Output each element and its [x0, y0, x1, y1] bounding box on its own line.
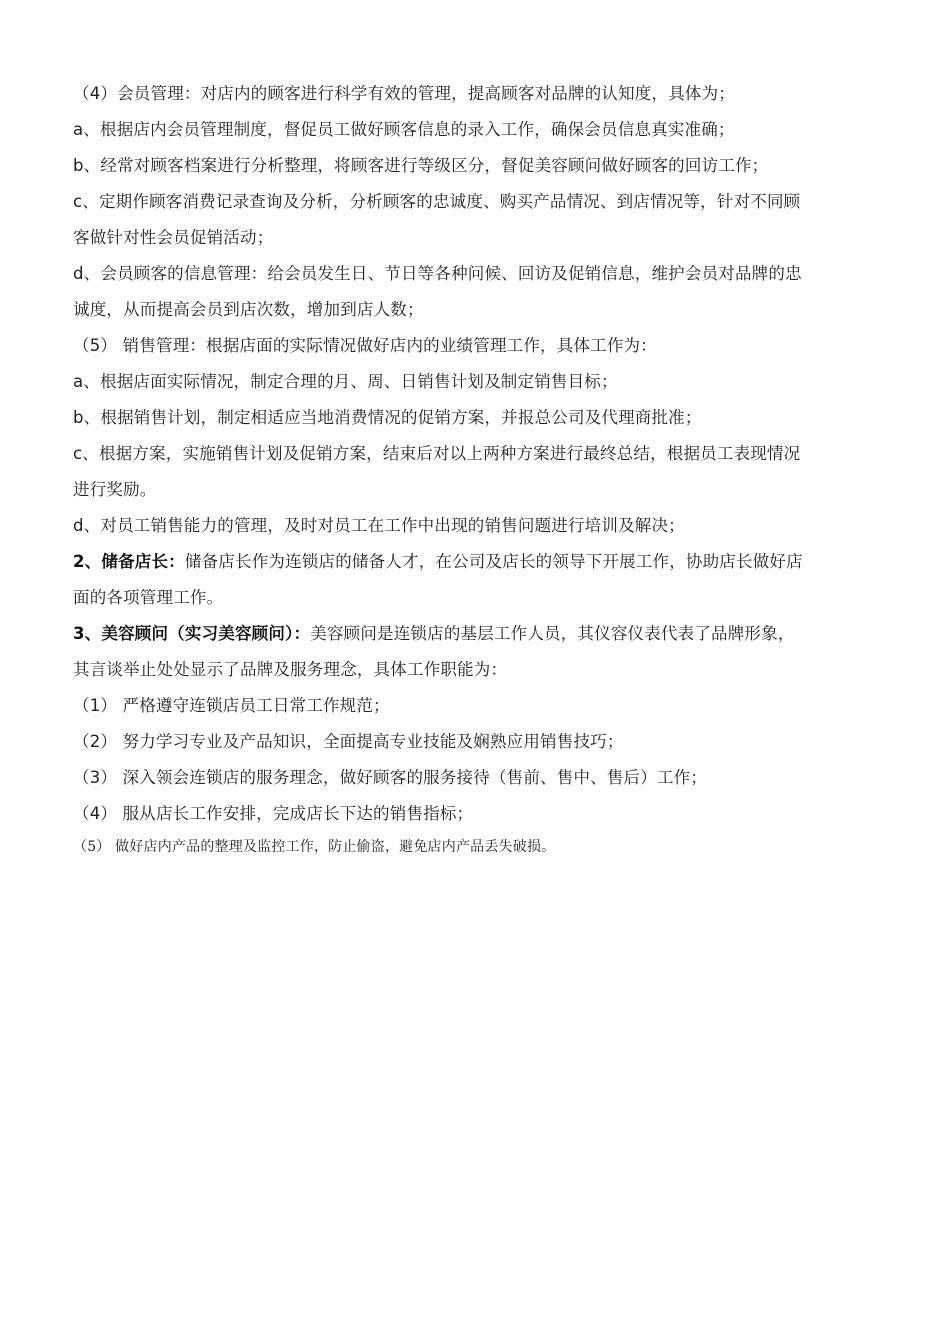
- member-management-item-c: c、定期作顾客消费记录查询及分析，分析顾客的忠诚度、购买产品情况、到店情况等，针对不同顾: [73, 192, 801, 211]
- member-management-heading: （4）会员管理：对店内的顾客进行科学有效的管理，提高顾客对品牌的认知度，具体为；: [73, 84, 735, 103]
- beauty-consultant-text-cont: 其言谈举止处处显示了品牌及服务理念，具体工作职能为：: [73, 660, 508, 679]
- sales-management-item-b: b、根据销售计划，制定相适应当地消费情况的促销方案，并报总公司及代理商批准；: [73, 408, 702, 427]
- member-management-item-c-cont: 客做针对性会员促销活动；: [73, 228, 274, 247]
- reserve-manager-paragraph: [73, 544, 883, 580]
- reserve-manager-heading: 2、储备店长：: [73, 552, 185, 571]
- member-management-item-d: d、会员顾客的信息管理：给会员发生日、节日等各种问候、回访及促销信息，维护会员对品牌的忠: [73, 264, 802, 283]
- beauty-consultant-duty-2: （2） 努力学习专业及产品知识，全面提高专业技能及娴熟应用销售技巧；: [73, 732, 624, 751]
- member-management-item-a: a、根据店内会员管理制度，督促员工做好顾客信息的录入工作，确保会员信息真实准确；: [73, 120, 735, 139]
- sales-management-item-a: a、根据店面实际情况，制定合理的月、周、日销售计划及制定销售目标；: [73, 372, 618, 391]
- member-management-item-d-cont: 诚度，从而提高会员到店次数，增加到店人数；: [73, 300, 424, 319]
- document-body: [73, 76, 883, 862]
- reserve-manager-text-cont: 面的各项管理工作。: [73, 588, 224, 607]
- reserve-manager-text: 储备店长作为连锁店的储备人才，在公司及店长的领导下开展工作，协助店长做好店: [184, 552, 803, 571]
- beauty-consultant-duty-1: （1） 严格遵守连锁店员工日常工作规范；: [73, 696, 390, 715]
- sales-management-heading: （5） 销售管理：根据店面的实际情况做好店内的业绩管理工作，具体工作为：: [73, 336, 657, 355]
- beauty-consultant-heading: 3、美容顾问（实习美容顾问）：: [73, 624, 311, 643]
- beauty-consultant-text: 美容顾问是连锁店的基层工作人员，其仪容仪表代表了品牌形象，: [310, 624, 795, 643]
- sales-management-item-c: c、根据方案，实施销售计划及促销方案，结束后对以上两种方案进行最终总结，根据员工表现情况: [73, 444, 801, 463]
- beauty-consultant-duty-5: （5） 做好店内产品的整理及监控工作，防止偷盗，避免店内产品丢失破损。: [73, 839, 556, 855]
- sales-management-item-d: d、对员工销售能力的管理，及时对员工在工作中出现的销售问题进行培训及解决；: [73, 516, 685, 535]
- member-management-item-b: b、经常对顾客档案进行分析整理，将顾客进行等级区分，督促美容顾问做好顾客的回访工作；: [73, 156, 769, 175]
- sales-management-item-c-cont: 进行奖励。: [73, 480, 157, 499]
- beauty-consultant-duty-3: （3） 深入领会连锁店的服务理念，做好顾客的服务接待（售前、售中、售后）工作；: [73, 768, 708, 787]
- beauty-consultant-paragraph: [73, 616, 883, 652]
- beauty-consultant-duty-4: （4） 服从店长工作安排，完成店长下达的销售指标；: [73, 804, 474, 823]
